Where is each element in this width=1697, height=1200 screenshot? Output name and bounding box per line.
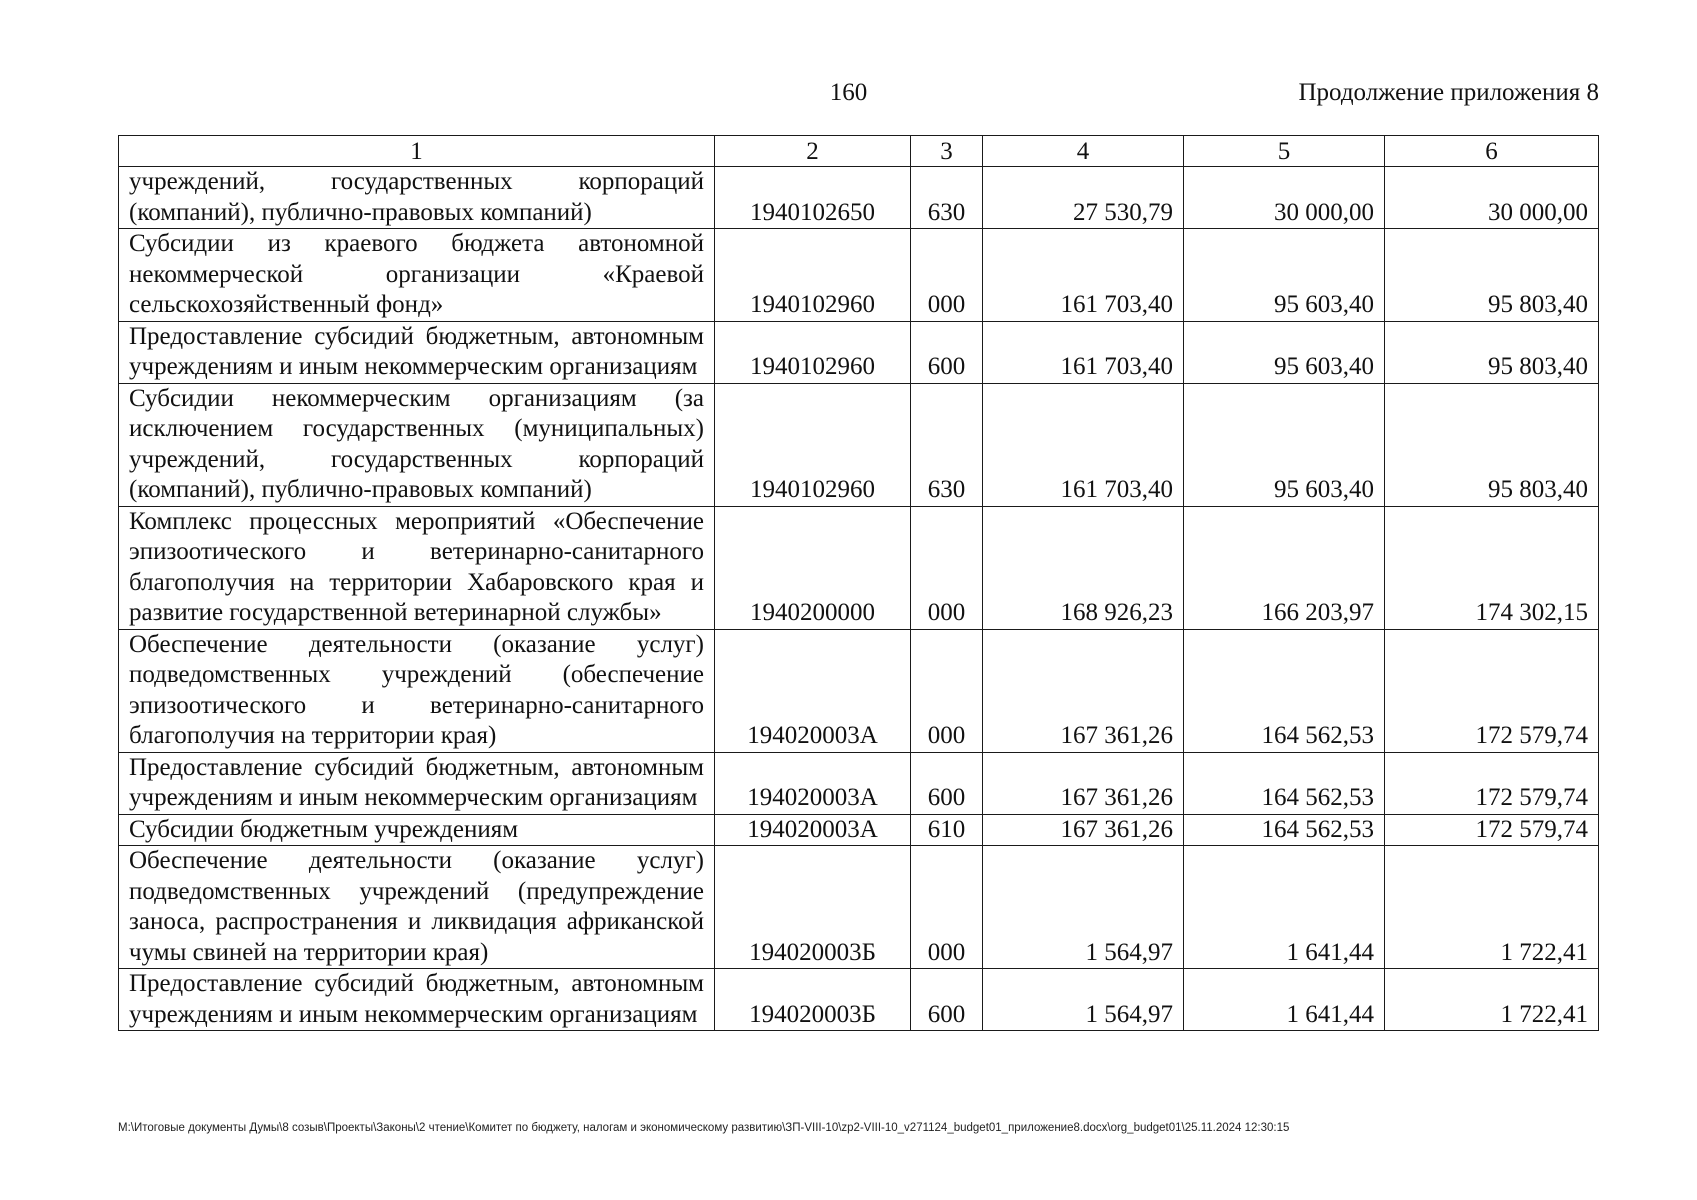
table-row (119, 629, 1599, 752)
table-row (119, 752, 1599, 814)
header-row (119, 136, 1599, 167)
amount-col-6: 1 722,41 (1385, 846, 1599, 969)
expense-type-code: 000 (911, 846, 983, 969)
amount-col-4: 27 530,79 (983, 167, 1184, 229)
amount-col-6: 1 722,41 (1385, 969, 1599, 1031)
table-row (119, 814, 1599, 846)
table-header (119, 136, 1599, 167)
table-row (119, 969, 1599, 1031)
table-body (119, 167, 1599, 1031)
row-name: Субсидии из краевого бюджета автономной некоммерческой организации «Краевой сельскохозяйственный фонд» (119, 229, 715, 322)
amount-col-4: 167 361,26 (983, 752, 1184, 814)
amount-col-6: 30 000,00 (1385, 167, 1599, 229)
target-article-code: 1940102650 (715, 167, 911, 229)
target-article-code: 194020003А (715, 814, 911, 846)
amount-col-5: 164 562,53 (1184, 814, 1385, 846)
target-article-code: 1940102960 (715, 229, 911, 322)
page-number: 160 (829, 79, 868, 106)
target-article-code: 194020003Б (715, 969, 911, 1031)
amount-col-6: 174 302,15 (1385, 506, 1599, 629)
amount-col-5: 95 603,40 (1184, 383, 1385, 506)
amount-col-6: 95 803,40 (1385, 229, 1599, 322)
amount-col-4: 167 361,26 (983, 629, 1184, 752)
column-header-2: 2 (715, 136, 911, 167)
expense-type-code: 630 (911, 383, 983, 506)
amount-col-5: 164 562,53 (1184, 752, 1385, 814)
expense-type-code: 000 (911, 229, 983, 322)
table-row (119, 846, 1599, 969)
document-file-path: М:\Итоговые документы Думы\8 созыв\Проекты\Законы\2 чтение\Комитет по бюджету, налогам и экономическому развитию\ЗП-VIII-10\zp2-VIII-10_v271124_budget01_приложение8.docx\org_budget01\25.11.2024 12:30:15 (118, 1122, 1290, 1134)
amount-col-6: 172 579,74 (1385, 629, 1599, 752)
column-header-6: 6 (1385, 136, 1599, 167)
amount-col-4: 161 703,40 (983, 383, 1184, 506)
amount-col-6: 95 803,40 (1385, 321, 1599, 383)
expense-type-code: 630 (911, 167, 983, 229)
row-name: Комплекс процессных мероприятий «Обеспечение эпизоотического и ветеринарно-санитарного благополучия на территории Хабаровского края и развитие государственной ветеринарной службы» (119, 506, 715, 629)
row-name: учреждений, государственных корпораций (компаний), публично-правовых компаний) (119, 167, 715, 229)
amount-col-4: 161 703,40 (983, 321, 1184, 383)
table-row (119, 506, 1599, 629)
expense-type-code: 000 (911, 506, 983, 629)
column-header-4: 4 (983, 136, 1184, 167)
target-article-code: 194020003А (715, 629, 911, 752)
amount-col-5: 1 641,44 (1184, 846, 1385, 969)
table-row (119, 229, 1599, 322)
expense-type-code: 000 (911, 629, 983, 752)
column-header-3: 3 (911, 136, 983, 167)
target-article-code: 194020003Б (715, 846, 911, 969)
row-name: Субсидии некоммерческим организациям (за исключением государственных (муниципальных) учреждений, государственных корпораций (компаний), публично-правовых компаний) (119, 383, 715, 506)
amount-col-4: 161 703,40 (983, 229, 1184, 322)
expense-type-code: 600 (911, 752, 983, 814)
amount-col-4: 1 564,97 (983, 969, 1184, 1031)
row-name: Обеспечение деятельности (оказание услуг) подведомственных учреждений (предупреждение заноса, распространения и ликвидация африканской чумы свиней на территории края) (119, 846, 715, 969)
amount-col-4: 167 361,26 (983, 814, 1184, 846)
expense-type-code: 600 (911, 969, 983, 1031)
expense-type-code: 600 (911, 321, 983, 383)
target-article-code: 194020003А (715, 752, 911, 814)
row-name: Предоставление субсидий бюджетным, автономным учреждениям и иным некоммерческим организациям (119, 969, 715, 1031)
amount-col-4: 168 926,23 (983, 506, 1184, 629)
amount-col-6: 95 803,40 (1385, 383, 1599, 506)
column-header-1: 1 (119, 136, 715, 167)
row-name: Предоставление субсидий бюджетным, автономным учреждениям и иным некоммерческим организациям (119, 752, 715, 814)
amount-col-4: 1 564,97 (983, 846, 1184, 969)
target-article-code: 1940102960 (715, 383, 911, 506)
row-name: Предоставление субсидий бюджетным, автономным учреждениям и иным некоммерческим организациям (119, 321, 715, 383)
amount-col-5: 166 203,97 (1184, 506, 1385, 629)
target-article-code: 1940102960 (715, 321, 911, 383)
target-article-code: 1940200000 (715, 506, 911, 629)
table-row (119, 167, 1599, 229)
amount-col-5: 30 000,00 (1184, 167, 1385, 229)
row-name: Субсидии бюджетным учреждениям (119, 814, 715, 846)
budget-table (118, 135, 1599, 1031)
table-row (119, 321, 1599, 383)
row-name: Обеспечение деятельности (оказание услуг) подведомственных учреждений (обеспечение эпизоотического и ветеринарно-санитарного благополучия на территории края) (119, 629, 715, 752)
amount-col-6: 172 579,74 (1385, 752, 1599, 814)
amount-col-5: 95 603,40 (1184, 229, 1385, 322)
amount-col-5: 164 562,53 (1184, 629, 1385, 752)
amount-col-6: 172 579,74 (1385, 814, 1599, 846)
amount-col-5: 1 641,44 (1184, 969, 1385, 1031)
amount-col-5: 95 603,40 (1184, 321, 1385, 383)
table-row (119, 383, 1599, 506)
appendix-continuation-label: Продолжение приложения 8 (1298, 79, 1599, 106)
column-header-5: 5 (1184, 136, 1385, 167)
expense-type-code: 610 (911, 814, 983, 846)
